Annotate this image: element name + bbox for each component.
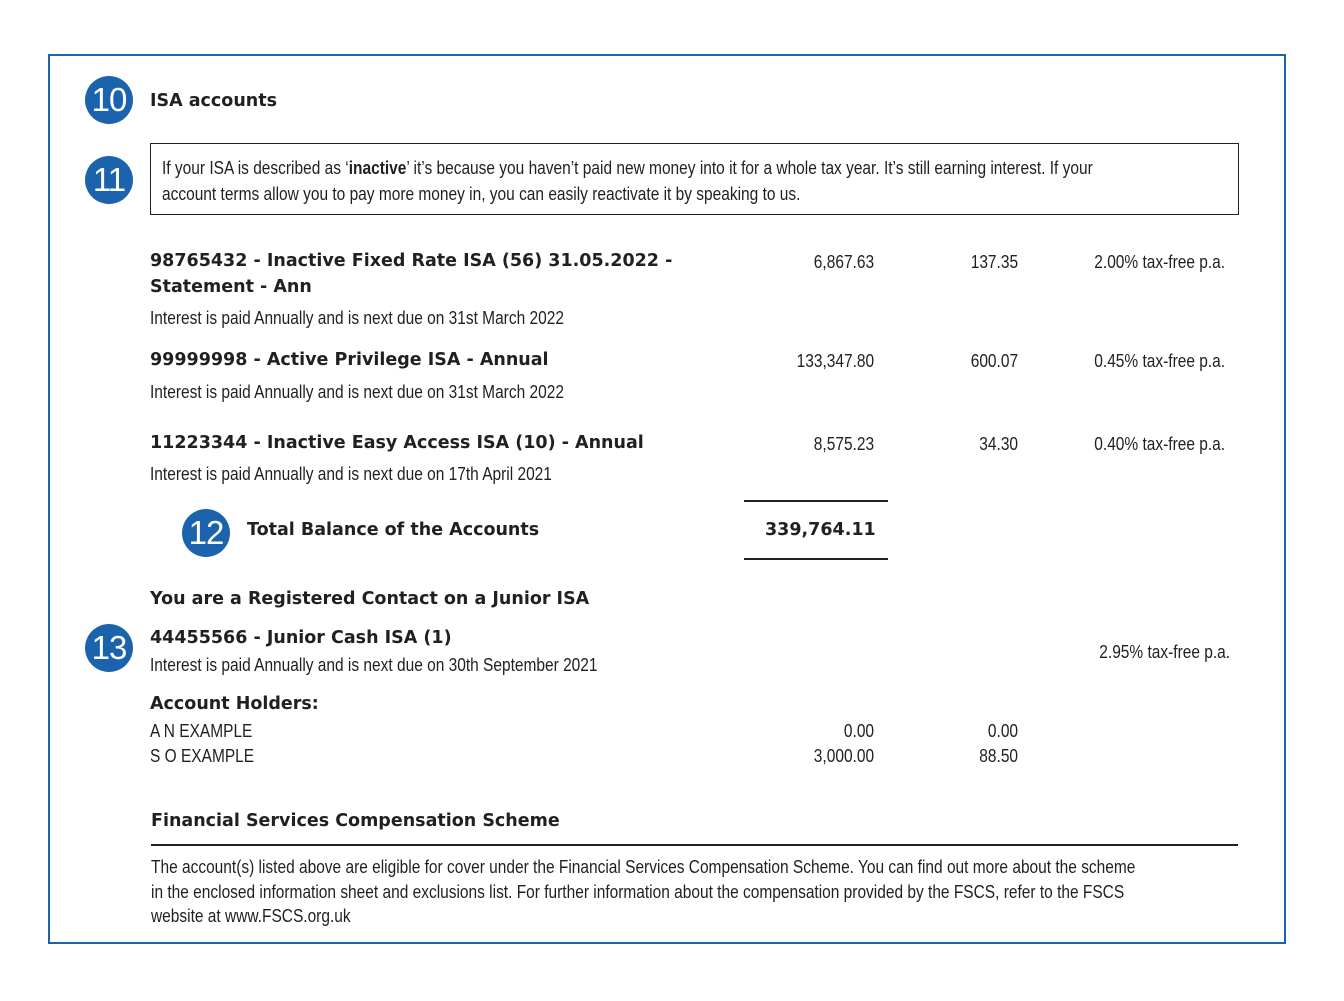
account-3-balance: 8,575.23 bbox=[813, 434, 874, 454]
account-2-balance: 133,347.80 bbox=[796, 351, 874, 371]
holder-1-balance: 0.00 bbox=[843, 721, 874, 741]
account-2-rate: 0.45% tax-free p.a. bbox=[1094, 351, 1225, 371]
account-holders-label: Account Holders: bbox=[150, 694, 319, 714]
inactive-info-box bbox=[150, 143, 1239, 215]
fscs-line-1: The account(s) listed above are eligible for cover under the Financial Services Compensation Scheme. You can find out more about the scheme bbox=[151, 857, 1136, 877]
holder-2-balance: 3,000.00 bbox=[813, 746, 874, 766]
account-2-name: 99999998 - Active Privilege ISA - Annual bbox=[150, 350, 549, 370]
marker-13-badge: 13 bbox=[85, 624, 133, 672]
total-value: 339,764.11 bbox=[765, 520, 876, 540]
holder-2-interest: 88.50 bbox=[979, 746, 1018, 766]
marker-12-badge: 12 bbox=[182, 509, 230, 557]
marker-11-badge: 11 bbox=[85, 156, 133, 204]
fscs-title: Financial Services Compensation Scheme bbox=[151, 811, 560, 831]
account-3-name: 11223344 - Inactive Easy Access ISA (10) - Annual bbox=[150, 433, 644, 453]
fscs-rule bbox=[151, 844, 1238, 846]
junior-rate: 2.95% tax-free p.a. bbox=[1099, 642, 1230, 662]
account-3-interest-note: Interest is paid Annually and is next due on 17th April 2021 bbox=[150, 464, 552, 484]
junior-interest-note: Interest is paid Annually and is next due on 30th September 2021 bbox=[150, 655, 598, 675]
account-1-interest: 137.35 bbox=[970, 252, 1018, 272]
account-1-rate: 2.00% tax-free p.a. bbox=[1094, 252, 1225, 272]
account-2-interest: 600.07 bbox=[970, 351, 1018, 371]
info-line-1: If your ISA is described as ‘inactive’ it’s because you haven’t paid new money into it for a whole tax year. It’s still earning interest. If your bbox=[162, 158, 1093, 178]
marker-10-badge: 10 bbox=[85, 76, 133, 124]
account-1-name-line-2: Statement - Ann bbox=[150, 277, 312, 297]
junior-isa-heading: You are a Registered Contact on a Junior ISA bbox=[150, 589, 590, 609]
fscs-paragraph bbox=[151, 855, 1296, 929]
account-1-balance: 6,867.63 bbox=[813, 252, 874, 272]
info-line-2: account terms allow you to pay more money in, you can easily reactivate it by speaking to us. bbox=[162, 184, 801, 204]
inactive-term: inactive bbox=[348, 158, 407, 178]
account-1-interest-note: Interest is paid Annually and is next due on 31st March 2022 bbox=[150, 308, 564, 328]
account-1-name-line-1: 98765432 - Inactive Fixed Rate ISA (56) 31.05.2022 - bbox=[150, 251, 673, 271]
holder-2-name: S O EXAMPLE bbox=[150, 746, 255, 766]
account-2-interest-note: Interest is paid Annually and is next due on 31st March 2022 bbox=[150, 382, 564, 402]
holder-1-interest: 0.00 bbox=[987, 721, 1018, 741]
total-bottom-rule bbox=[744, 558, 888, 560]
junior-account-name: 44455566 - Junior Cash ISA (1) bbox=[150, 628, 452, 648]
section-title: ISA accounts bbox=[150, 91, 278, 111]
holder-1-name: A N EXAMPLE bbox=[150, 721, 253, 741]
fscs-line-2: in the enclosed information sheet and exclusions list. For further information about the compensation provided by the FSCS, refer to the FSCS bbox=[151, 881, 1125, 902]
account-3-rate: 0.40% tax-free p.a. bbox=[1094, 434, 1225, 454]
total-top-rule bbox=[744, 500, 888, 502]
fscs-line-3: website at www.FSCS.org.uk bbox=[151, 906, 351, 926]
total-label: Total Balance of the Accounts bbox=[247, 520, 540, 540]
account-3-interest: 34.30 bbox=[979, 434, 1018, 454]
